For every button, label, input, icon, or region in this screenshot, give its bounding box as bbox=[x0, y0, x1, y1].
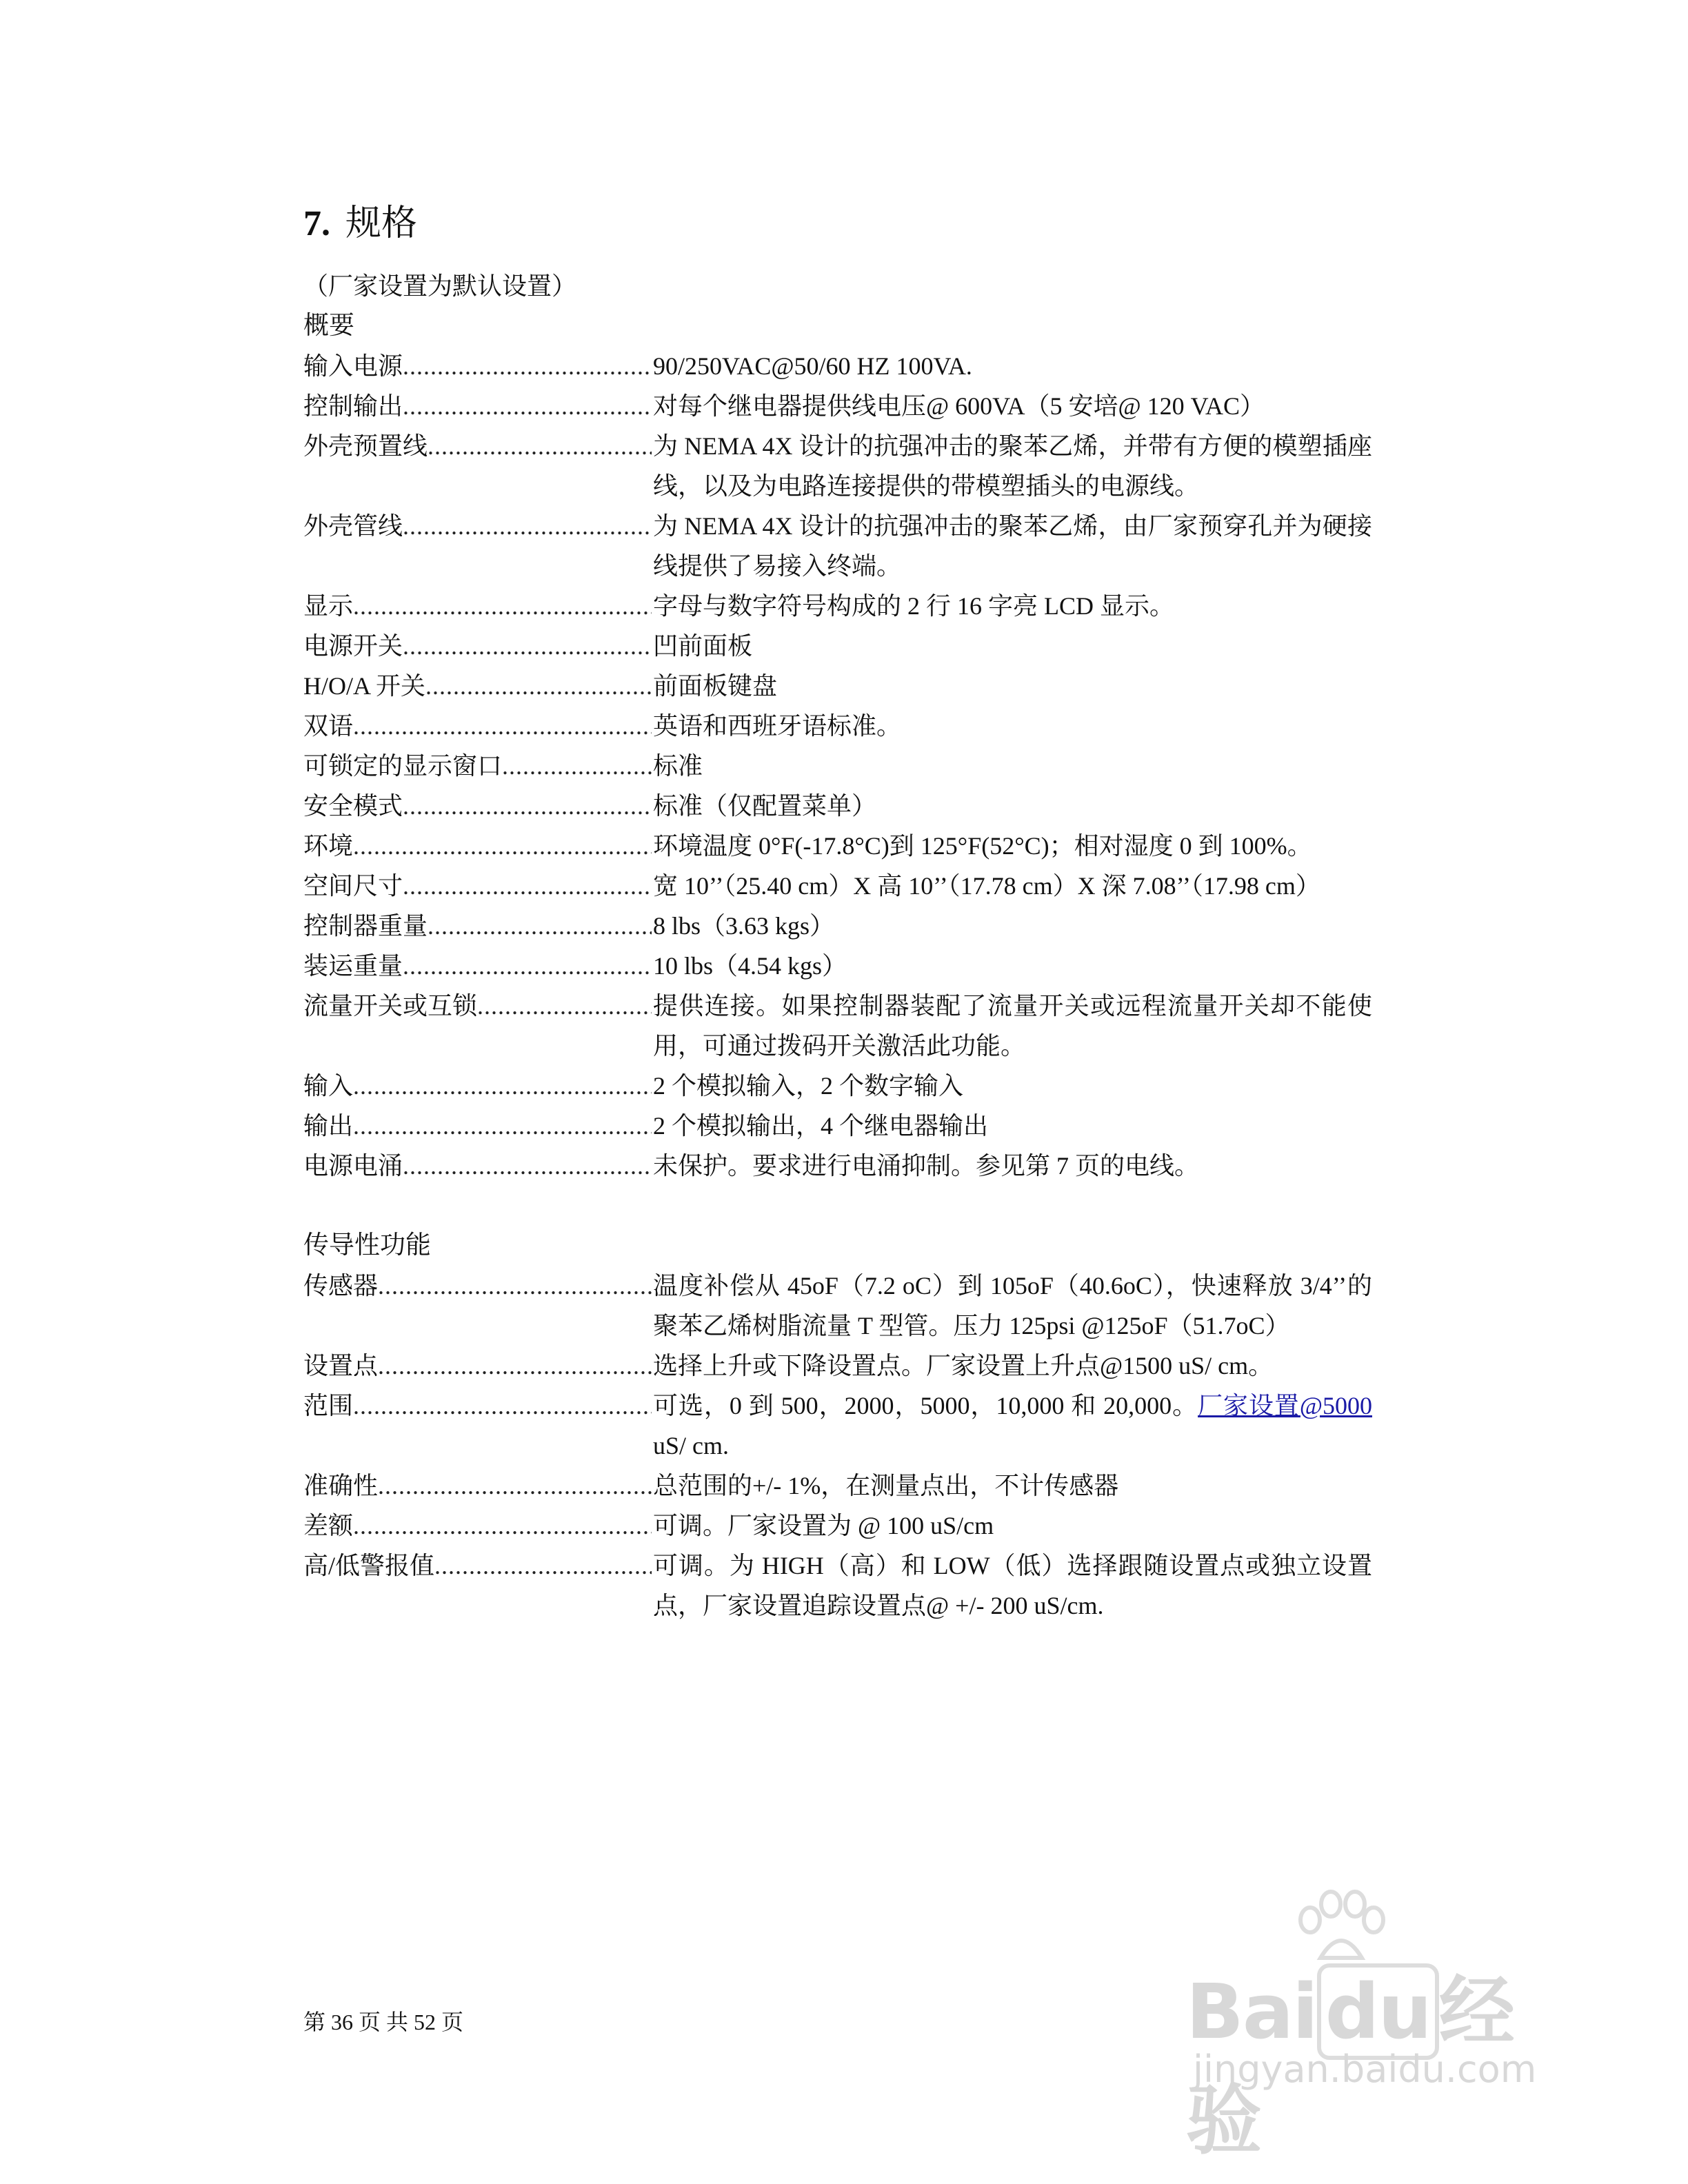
spec-label: 差额 bbox=[303, 1512, 354, 1539]
spec-label: 电源电涌 bbox=[303, 1152, 403, 1180]
dot-leader bbox=[434, 1546, 652, 1626]
dot-leader bbox=[403, 866, 652, 906]
spec-value-text: 宽 10’’（25.40 cm）X 高 10’’（17.78 cm）X 深 7.08’’（17.98 cm） bbox=[653, 872, 1320, 900]
section-title: 规格 bbox=[345, 204, 418, 243]
spec-value-text: 提供连接。如果控制器装配了流量开关或远程流量开关却不能使用，可通过拨码开关激活此功能。 bbox=[653, 992, 1372, 1060]
spec-row bbox=[303, 1266, 1372, 1346]
spec-label: 外壳管线 bbox=[303, 512, 403, 540]
spec-label: 控制输出 bbox=[303, 392, 403, 420]
spec-value bbox=[652, 1346, 1372, 1386]
spec-value-text: 选择上升或下降设置点。厂家设置上升点@1500 uS/ cm。 bbox=[653, 1352, 1274, 1379]
spec-value-text: 10 lbs（4.54 kgs） bbox=[653, 952, 847, 980]
spec-value bbox=[652, 346, 1372, 386]
spec-value-suffix: uS/ cm. bbox=[653, 1432, 730, 1459]
spec-value bbox=[652, 746, 1372, 786]
section-heading: 概要 bbox=[303, 312, 354, 340]
spec-value-text: 2 个模拟输入，2 个数字输入 bbox=[653, 1072, 964, 1100]
spec-label-with-leader bbox=[303, 1506, 652, 1546]
spec-row bbox=[303, 1106, 1372, 1146]
spec-value bbox=[652, 786, 1372, 826]
spec-row bbox=[303, 1386, 1372, 1466]
spec-label-with-leader bbox=[303, 906, 652, 946]
spec-value bbox=[652, 586, 1372, 626]
spec-label: 传感器 bbox=[303, 1272, 379, 1300]
dot-leader bbox=[378, 1266, 652, 1346]
spec-row bbox=[303, 986, 1372, 1066]
spec-value-text: 2 个模拟输出，4 个继电器输出 bbox=[653, 1112, 989, 1140]
spec-label: 环境 bbox=[303, 832, 354, 860]
spec-value-text: 可调。厂家设置为 @ 100 uS/cm bbox=[653, 1512, 994, 1539]
dot-leader bbox=[353, 1386, 652, 1466]
spec-label-with-leader bbox=[303, 706, 652, 746]
dot-leader bbox=[403, 1146, 652, 1186]
dot-leader bbox=[403, 386, 652, 426]
dot-leader bbox=[502, 746, 652, 786]
spec-label: 流量开关或互锁 bbox=[303, 992, 478, 1020]
spec-value-text: 温度补偿从 45oF（7.2 oC）到 105oF（40.6oC），快速释放 3/4’’的聚苯乙烯树脂流量 T 型管。压力 125psi @125oF（51.7oC） bbox=[653, 1272, 1372, 1339]
dot-leader bbox=[403, 346, 652, 386]
spec-row bbox=[303, 1146, 1372, 1186]
spec-label-with-leader bbox=[303, 1266, 652, 1346]
page-title bbox=[303, 200, 417, 248]
spec-value bbox=[652, 666, 1372, 706]
spec-value bbox=[652, 1106, 1372, 1146]
spec-label: 输入 bbox=[303, 1072, 354, 1100]
dot-leader bbox=[353, 826, 652, 866]
spec-value-text: 未保护。要求进行电涌抑制。参见第 7 页的电线。 bbox=[653, 1152, 1200, 1180]
spec-label-with-leader bbox=[303, 626, 652, 666]
spec-row bbox=[303, 1546, 1372, 1626]
spec-value bbox=[652, 906, 1372, 946]
dot-leader bbox=[378, 1466, 652, 1506]
spec-label: 设置点 bbox=[303, 1352, 379, 1379]
spec-value-text: 90/250VAC@50/60 HZ 100VA. bbox=[653, 352, 972, 380]
spec-label-with-leader bbox=[303, 666, 652, 706]
spec-row bbox=[303, 706, 1372, 746]
spec-label: 电源开关 bbox=[303, 632, 403, 660]
dot-leader bbox=[378, 1346, 652, 1386]
spec-value bbox=[652, 1546, 1372, 1626]
spec-value bbox=[652, 1386, 1372, 1466]
spec-label: 安全模式 bbox=[303, 792, 403, 820]
spec-row bbox=[303, 866, 1372, 906]
spec-row bbox=[303, 1506, 1372, 1546]
spec-label-with-leader bbox=[303, 586, 652, 626]
spec-row bbox=[303, 626, 1372, 666]
spec-label: 双语 bbox=[303, 712, 354, 740]
spec-value bbox=[652, 1266, 1372, 1346]
dot-leader bbox=[403, 506, 652, 586]
spec-row bbox=[303, 1466, 1372, 1506]
spec-label: 显示 bbox=[303, 592, 354, 620]
dot-leader bbox=[403, 626, 652, 666]
spec-value-text: 8 lbs（3.63 kgs） bbox=[653, 912, 835, 940]
spec-label-with-leader bbox=[303, 826, 652, 866]
watermark-url: jingyan.baidu.com bbox=[1193, 2048, 1537, 2091]
spec-label: 输出 bbox=[303, 1112, 354, 1140]
spec-value-text: 对每个继电器提供线电压@ 600VA（5 安培@ 120 VAC） bbox=[653, 392, 1265, 420]
section-conductivity bbox=[303, 1226, 1372, 1626]
section-heading: 传导性功能 bbox=[303, 1231, 431, 1260]
dot-leader bbox=[403, 946, 652, 986]
spec-label-with-leader bbox=[303, 946, 652, 986]
spec-label-with-leader bbox=[303, 426, 652, 506]
dot-leader bbox=[425, 666, 652, 706]
spec-value-text: 字母与数字符号构成的 2 行 16 字亮 LCD 显示。 bbox=[653, 592, 1175, 620]
dot-leader bbox=[353, 1106, 652, 1146]
spec-value bbox=[652, 506, 1372, 586]
baidu-watermark bbox=[1186, 1889, 1572, 2165]
spec-label-with-leader bbox=[303, 506, 652, 586]
spec-value bbox=[652, 1066, 1372, 1106]
spec-label-with-leader bbox=[303, 1466, 652, 1506]
spec-label: H/O/A 开关 bbox=[303, 672, 426, 700]
spec-row bbox=[303, 386, 1372, 426]
spec-value bbox=[652, 866, 1372, 906]
spec-value bbox=[652, 826, 1372, 866]
spec-row bbox=[303, 506, 1372, 586]
spec-value bbox=[652, 986, 1372, 1066]
spec-value-text: 为 NEMA 4X 设计的抗强冲击的聚苯乙烯，并带有方便的模塑插座线，以及为电路连接提供的带模塑插头的电源线。 bbox=[653, 432, 1372, 500]
spec-value bbox=[652, 1146, 1372, 1186]
dot-leader bbox=[353, 586, 652, 626]
spec-label: 输入电源 bbox=[303, 352, 403, 380]
section-overview bbox=[303, 306, 1372, 1186]
spec-value bbox=[652, 706, 1372, 746]
spec-row bbox=[303, 346, 1372, 386]
dot-leader bbox=[353, 1066, 652, 1106]
dot-leader bbox=[477, 986, 652, 1066]
spec-value-text: 可选，0 到 500，2000，5000，10,000 和 20,000。 bbox=[653, 1392, 1198, 1419]
spec-label: 外壳预置线 bbox=[303, 432, 428, 460]
spec-label-with-leader bbox=[303, 1546, 652, 1626]
spec-label-with-leader bbox=[303, 386, 652, 426]
page-footer: 第 36 页 共 52 页 bbox=[303, 2010, 464, 2034]
spec-row bbox=[303, 906, 1372, 946]
spec-value-text: 总范围的+/- 1%，在测量点出，不计传感器 bbox=[653, 1472, 1119, 1499]
spec-row bbox=[303, 826, 1372, 866]
spec-value bbox=[652, 1466, 1372, 1506]
default-settings-note: （厂家设置为默认设置） bbox=[303, 272, 577, 300]
spec-row bbox=[303, 426, 1372, 506]
section-number: 7. bbox=[303, 204, 330, 243]
spec-value-text: 标准 bbox=[653, 752, 703, 780]
spec-label-with-leader bbox=[303, 1146, 652, 1186]
spec-value-text: 前面板键盘 bbox=[653, 672, 778, 700]
watermark-brand: Bai du 经验 bbox=[1186, 1951, 1572, 2169]
spec-label-with-leader bbox=[303, 1386, 652, 1466]
spec-value-text: 为 NEMA 4X 设计的抗强冲击的聚苯乙烯，由厂家预穿孔并为硬接线提供了易接入终端。 bbox=[653, 512, 1372, 580]
spec-label-with-leader bbox=[303, 746, 652, 786]
spec-value-text: 英语和西班牙语标准。 bbox=[653, 712, 902, 740]
spec-label: 准确性 bbox=[303, 1472, 379, 1499]
spec-value bbox=[652, 426, 1372, 506]
spec-label: 范围 bbox=[303, 1392, 354, 1419]
spec-row bbox=[303, 666, 1372, 706]
spec-row bbox=[303, 946, 1372, 986]
spec-label: 高/低警报值 bbox=[303, 1552, 435, 1579]
spec-value bbox=[652, 1506, 1372, 1546]
spec-row bbox=[303, 1346, 1372, 1386]
spec-label: 空间尺寸 bbox=[303, 872, 403, 900]
dot-leader bbox=[353, 1506, 652, 1546]
dot-leader bbox=[353, 706, 652, 746]
spec-value-text: 环境温度 0°F(-17.8°C)到 125°F(52°C)；相对湿度 0 到 100%。 bbox=[653, 832, 1312, 860]
spec-value bbox=[652, 946, 1372, 986]
spec-value-text: 凹前面板 bbox=[653, 632, 753, 660]
spec-value-text: 标准（仅配置菜单） bbox=[653, 792, 877, 820]
spec-value bbox=[652, 386, 1372, 426]
spec-label-with-leader bbox=[303, 866, 652, 906]
spec-label-with-leader bbox=[303, 1106, 652, 1146]
spec-label: 可锁定的显示窗口 bbox=[303, 752, 503, 780]
spec-label-with-leader bbox=[303, 986, 652, 1066]
spec-row bbox=[303, 586, 1372, 626]
spec-label: 装运重量 bbox=[303, 952, 403, 980]
spec-label: 控制器重量 bbox=[303, 912, 428, 940]
dot-leader bbox=[428, 906, 652, 946]
spec-row bbox=[303, 1066, 1372, 1106]
spec-label-with-leader bbox=[303, 1066, 652, 1106]
spec-value-text: 可调。为 HIGH（高）和 LOW（低）选择跟随设置点或独立设置点，厂家设置追踪设置点@ +/- 200 uS/cm. bbox=[653, 1552, 1372, 1619]
spec-label-with-leader bbox=[303, 786, 652, 826]
spec-row bbox=[303, 786, 1372, 826]
spec-label-with-leader bbox=[303, 1346, 652, 1386]
dot-leader bbox=[428, 426, 652, 506]
spec-row bbox=[303, 746, 1372, 786]
dot-leader bbox=[403, 786, 652, 826]
spec-label-with-leader bbox=[303, 346, 652, 386]
factory-setting-link[interactable]: 厂家设置@5000 bbox=[1198, 1392, 1372, 1419]
spec-value bbox=[652, 626, 1372, 666]
